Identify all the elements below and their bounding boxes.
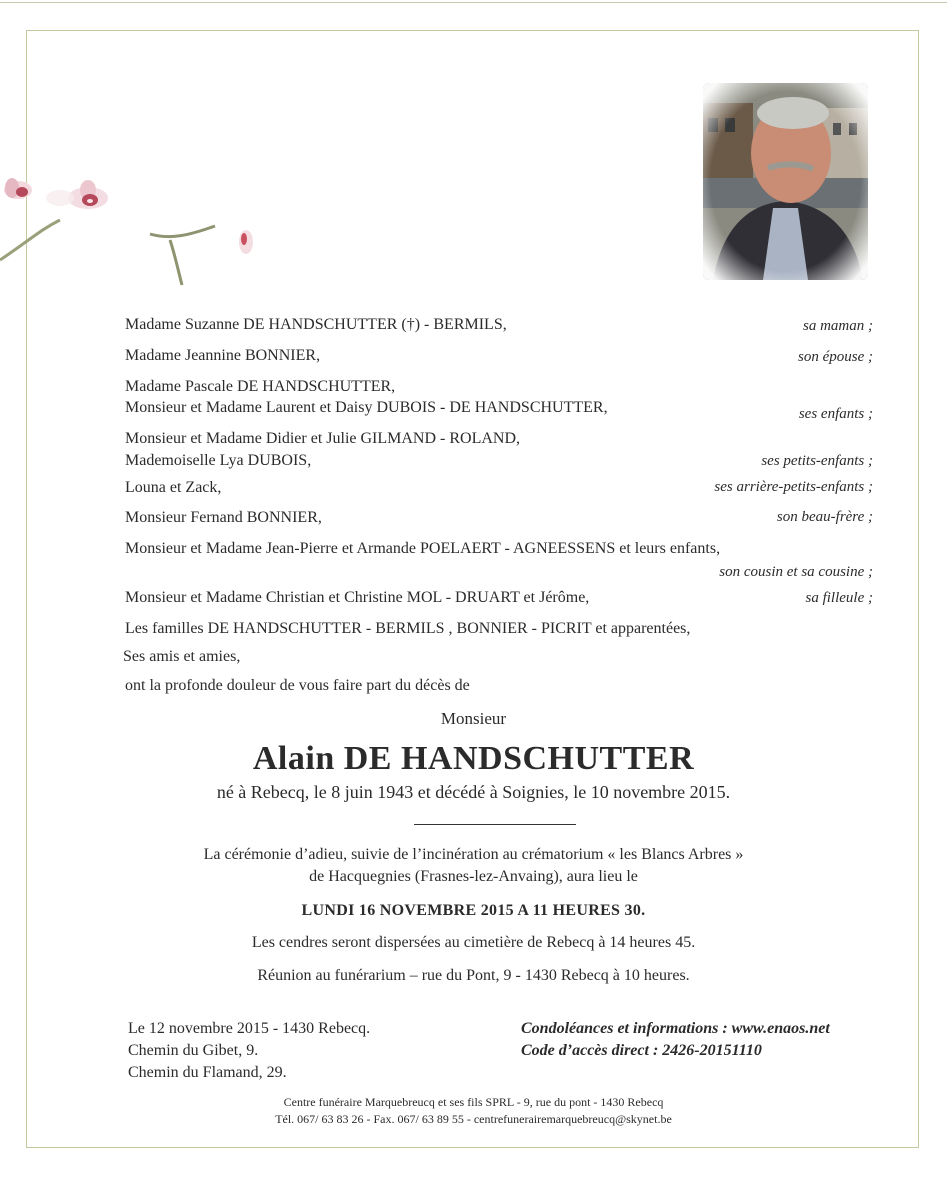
family-row (123, 646, 871, 667)
address-block (128, 1018, 370, 1084)
address-line: Chemin du Flamand, 29. (128, 1064, 287, 1081)
family-row (125, 314, 873, 335)
family-member: Monsieur et Madame Didier et Julie GILMAND - ROLAND, (125, 430, 521, 447)
portrait-photo (703, 83, 868, 280)
family-member: Madame Suzanne DE HANDSCHUTTER (†) - BERMILS, (125, 316, 507, 333)
divider-line (414, 824, 576, 825)
family-member: Madame Pascale DE HANDSCHUTTER, (125, 378, 396, 395)
family-row (125, 538, 873, 580)
family-row (125, 450, 873, 471)
funeral-home-footer (0, 1094, 947, 1128)
salutation: Monsieur (440, 709, 507, 728)
footer-contact: Tél. 067/ 63 83 26 - Fax. 067/ 63 89 55 - centrefunerairemarquebreucq@skynet.be (275, 1112, 672, 1126)
reunion-info: Réunion au funérarium – rue du Pont, 9 - 1430 Rebecq à 10 heures. (257, 967, 690, 984)
family-row (125, 618, 873, 639)
family-relation: ses arrière-petits-enfants ; (714, 479, 873, 495)
family-row (125, 675, 873, 696)
family-member: Mademoiselle Lya DUBOIS, (125, 452, 312, 469)
family-row (125, 376, 873, 397)
ceremony-line-1: La cérémonie d’adieu, suivie de l’incinération au crématorium « les Blancs Arbres » (203, 846, 744, 863)
family-member: Monsieur Fernand BONNIER, (125, 509, 322, 526)
family-row (125, 428, 873, 449)
condolences-website[interactable]: Condoléances et informations : www.enaos.net (521, 1020, 830, 1037)
family-relation: son beau-frère ; (776, 509, 873, 525)
family-relation: sa maman ; (803, 318, 873, 334)
birth-death-dates: né à Rebecq, le 8 juin 1943 et décédé à Soignies, le 10 novembre 2015. (216, 782, 731, 802)
ceremony-datetime: LUNDI 16 NOVEMBRE 2015 A 11 HEURES 30. (301, 902, 646, 919)
family-member: Ses amis et amies, (123, 648, 241, 665)
condolences-block (521, 1018, 830, 1062)
family-relation: son épouse ; (798, 349, 873, 365)
family-member: ont la profonde douleur de vous faire part du décès de (125, 677, 470, 694)
family-relation: son cousin et sa cousine ; (719, 564, 873, 580)
family-member: Monsieur et Madame Christian et Christine MOL - DRUART et Jérôme, (125, 589, 590, 606)
family-row (125, 507, 873, 528)
top-border-line (0, 2, 947, 3)
address-line: Le 12 novembre 2015 - 1430 Rebecq. (128, 1020, 371, 1037)
family-row (125, 345, 873, 366)
address-line: Chemin du Gibet, 9. (128, 1042, 259, 1059)
access-code: Code d’accès direct : 2426-20151110 (521, 1042, 762, 1059)
family-member: Madame Jeannine BONNIER, (125, 347, 321, 364)
orchid-decoration-icon (0, 150, 280, 300)
family-member: Louna et Zack, (125, 479, 222, 496)
family-row (125, 477, 873, 498)
ceremony-line-2: de Hacquegnies (Frasnes-lez-Anvaing), aura lieu le (309, 868, 638, 885)
family-member: Monsieur et Madame Jean-Pierre et Armande POELAERT - AGNEESSENS et leurs enfants, (125, 540, 721, 557)
family-member: Les familles DE HANDSCHUTTER - BERMILS , BONNIER - PICRIT et apparentées, (125, 620, 691, 637)
footer-line: Centre funéraire Marquebreucq et ses fils SPRL - 9, rue du pont - 1430 Rebecq (283, 1095, 664, 1109)
family-relation: ses enfants ; (798, 406, 873, 422)
deceased-name: Alain DE HANDSCHUTTER (252, 740, 695, 777)
family-relation: sa filleule ; (805, 590, 873, 606)
family-row (125, 587, 873, 608)
family-relation: ses petits-enfants ; (761, 453, 873, 469)
ashes-info: Les cendres seront dispersées au cimetière de Rebecq à 14 heures 45. (251, 934, 696, 951)
family-row (125, 397, 873, 422)
family-member: Monsieur et Madame Laurent et Daisy DUBOIS - DE HANDSCHUTTER, (125, 399, 608, 416)
